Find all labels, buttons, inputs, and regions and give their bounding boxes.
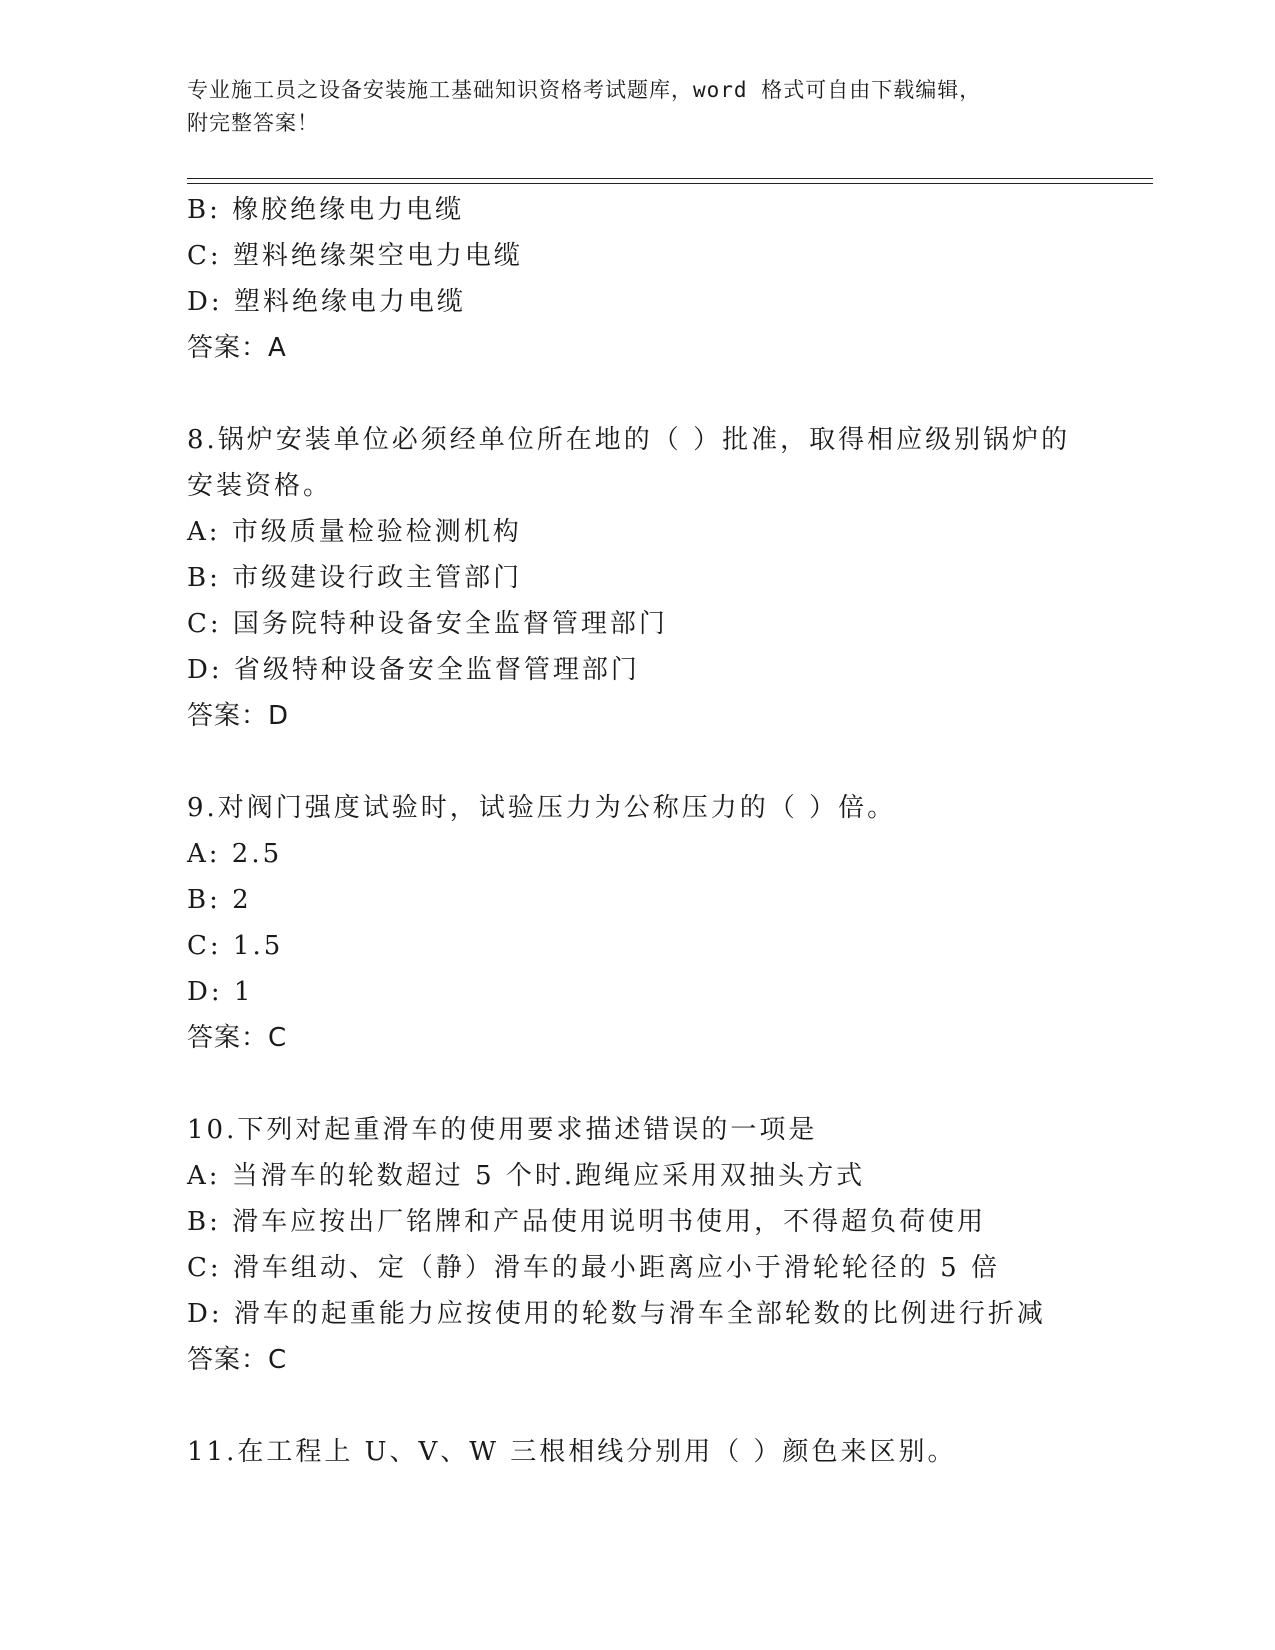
option-c: C: 1.5 — [187, 931, 284, 961]
header-line-1: 专业施工员之设备安装施工基础知识资格考试题库，word 格式可自由下载编辑， — [187, 78, 982, 102]
option-d: D: 滑车的起重能力应按使用的轮数与滑车全部轮数的比例进行折减 — [187, 1299, 1046, 1329]
option-b: B: 橡胶绝缘电力电缆 — [187, 195, 465, 225]
header-divider-bottom — [187, 183, 1153, 184]
question-stem: 10.下列对起重滑车的使用要求描述错误的一项是 — [187, 1115, 818, 1145]
answer: 答案：C — [187, 1023, 288, 1053]
question-8 — [187, 417, 1153, 739]
question-stem: 11.在工程上 U、V、W 三根相线分别用（ ）颜色来区别。 — [187, 1437, 957, 1467]
spacer — [187, 1061, 1153, 1107]
answer: 答案：A — [187, 333, 287, 363]
question-9 — [187, 785, 1153, 1061]
option-d: D: 塑料绝缘电力电缆 — [187, 287, 466, 317]
option-b: B: 市级建设行政主管部门 — [187, 563, 523, 593]
option-a: A: 2.5 — [187, 839, 283, 869]
spacer — [187, 371, 1153, 417]
question-list — [187, 187, 1153, 1475]
answer: 答案：D — [187, 701, 290, 731]
question-11 — [187, 1429, 1153, 1475]
question-stem: 8.锅炉安装单位必须经单位所在地的（ ）批准，取得相应级别锅炉的 — [187, 425, 1071, 455]
option-c: C: 滑车组动、定（静）滑车的最小距离应小于滑轮轮径的 5 倍 — [187, 1253, 1000, 1283]
question-10 — [187, 1107, 1153, 1383]
option-b: B: 2 — [187, 885, 252, 915]
question-stem: 9.对阀门强度试验时，试验压力为公称压力的（ ）倍。 — [187, 793, 897, 823]
question-7 — [187, 187, 1153, 371]
option-d: D: 省级特种设备安全监督管理部门 — [187, 655, 640, 685]
spacer — [187, 739, 1153, 785]
answer: 答案：C — [187, 1345, 288, 1375]
spacer — [187, 1383, 1153, 1429]
header-line-2: 附完整答案！ — [187, 111, 319, 135]
option-d: D: 1 — [187, 977, 254, 1007]
option-a: A: 市级质量检验检测机构 — [187, 517, 522, 547]
question-stem-continued: 安装资格。 — [187, 471, 333, 501]
option-c: C: 国务院特种设备安全监督管理部门 — [187, 609, 668, 639]
option-b: B: 滑车应按出厂铭牌和产品使用说明书使用，不得超负荷使用 — [187, 1207, 987, 1237]
page-header — [187, 74, 1087, 140]
header-divider-top — [187, 178, 1153, 179]
option-a: A: 当滑车的轮数超过 5 个时.跑绳应采用双抽头方式 — [187, 1161, 866, 1191]
option-c: C: 塑料绝缘架空电力电缆 — [187, 241, 523, 271]
